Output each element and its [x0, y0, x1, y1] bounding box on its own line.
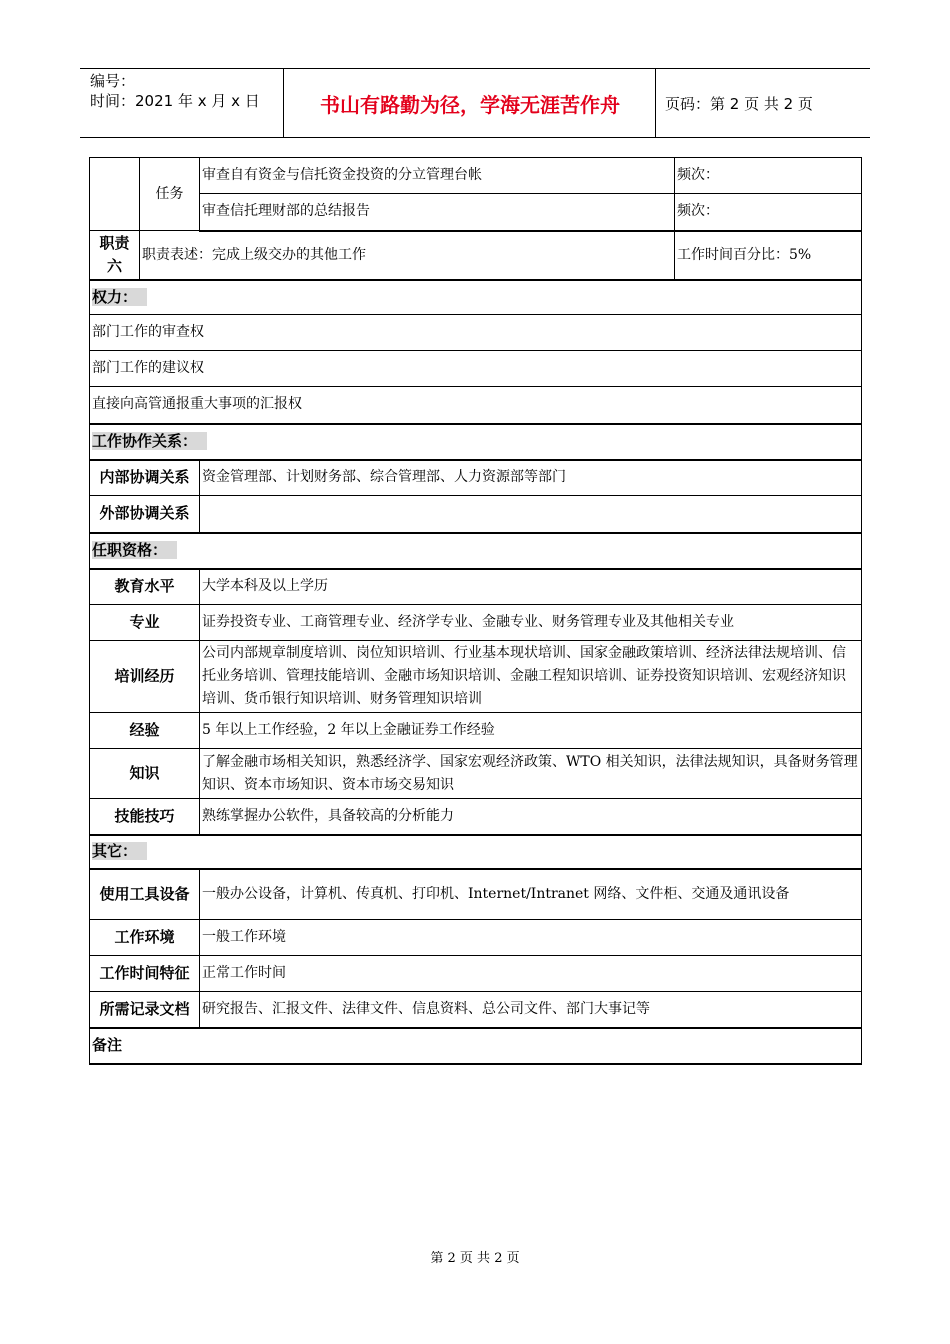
qualification-label: 培训经历	[90, 641, 200, 713]
section-title-text: 权力：	[92, 288, 147, 306]
other-row	[90, 920, 862, 956]
qualification-label: 教育水平	[90, 569, 200, 605]
qualification-row	[90, 749, 862, 799]
header-motto: 书山有路勤为径，学海无涯苦作舟	[320, 92, 620, 117]
authority-item: 部门工作的审查权	[90, 315, 862, 351]
internal-relations-value: 资金管理部、计划财务部、综合管理部、人力资源部等部门	[200, 460, 862, 496]
other-label: 所需记录文档	[90, 992, 200, 1028]
qualification-label: 技能技巧	[90, 799, 200, 835]
qualification-row	[90, 713, 862, 749]
other-value: 一般工作环境	[200, 920, 862, 956]
other-value: 研究报告、汇报文件、法律文件、信息资料、总公司文件、部门大事记等	[200, 992, 862, 1028]
job-description-table	[89, 157, 862, 1065]
section-header-row	[90, 533, 862, 569]
qualification-row	[90, 605, 862, 641]
qualification-value: 公司内部规章制度培训、岗位知识培训、行业基本现状培训、国家金融政策培训、经济法律法规培训、信托业务培训、管理技能培训、金融市场知识培训、金融工程知识培训、证券投资知识培训、宏观经济知识培训、货币银行知识培训、财务管理知识培训	[200, 641, 862, 713]
header-divider	[655, 69, 656, 137]
header-divider	[283, 69, 284, 137]
qualification-row	[90, 799, 862, 835]
document-number-label: 编号：	[90, 72, 136, 90]
task-frequency: 频次：	[675, 194, 862, 231]
qualification-value: 大学本科及以上学历	[200, 569, 862, 605]
task-label: 任务	[140, 158, 200, 231]
duty6-time-percentage: 工作时间百分比：5%	[675, 231, 862, 280]
qualification-value: 熟练掌握办公软件，具备较高的分析能力	[200, 799, 862, 835]
other-value: 一般办公设备，计算机、传真机、打印机、Internet/Intranet 网络、文件柜、交通及通讯设备	[200, 869, 862, 920]
qualification-value: 了解金融市场相关知识，熟悉经济学、国家宏观经济政策、WTO 相关知识，法律法规知识，具备财务管理知识、资本市场知识、资本市场交易知识	[200, 749, 862, 799]
section-title-text: 工作协作关系：	[92, 432, 207, 450]
external-relations-value	[200, 496, 862, 533]
qualification-label: 经验	[90, 713, 200, 749]
other-row	[90, 956, 862, 992]
qualification-row	[90, 569, 862, 605]
internal-relations-label: 内部协调关系	[90, 460, 200, 496]
relation-row	[90, 496, 862, 533]
qualification-label: 知识	[90, 749, 200, 799]
duty-blank-cell	[90, 158, 140, 231]
qualification-value: 5 年以上工作经验，2 年以上金融证券工作经验	[200, 713, 862, 749]
other-row	[90, 869, 862, 920]
section-title-text: 其它：	[92, 842, 147, 860]
qualifications-section-title	[90, 533, 862, 569]
duty6-row	[90, 231, 862, 280]
authority-item: 部门工作的建议权	[90, 351, 862, 387]
task-text: 审查自有资金与信托资金投资的分立管理台帐	[200, 158, 675, 194]
qualification-value: 证券投资专业、工商管理专业、经济学专业、金融专业、财务管理专业及其他相关专业	[200, 605, 862, 641]
authority-row	[90, 315, 862, 351]
qualification-label: 专业	[90, 605, 200, 641]
other-section-title	[90, 835, 862, 869]
authority-row	[90, 351, 862, 387]
authority-section-title	[90, 280, 862, 315]
other-label: 工作时间特征	[90, 956, 200, 992]
header-page-number: 页码：第 2 页 共 2 页	[665, 95, 813, 113]
task-text: 审查信托理财部的总结报告	[200, 194, 675, 231]
duty6-label	[90, 231, 140, 280]
task-row	[90, 158, 862, 194]
qualification-row	[90, 641, 862, 713]
document-date: 时间：2021 年 x 月 x 日	[90, 92, 260, 110]
duty6-label-line: 职责	[99, 233, 130, 252]
other-label: 工作环境	[90, 920, 200, 956]
task-frequency: 频次：	[675, 158, 862, 194]
other-label: 使用工具设备	[90, 869, 200, 920]
page-header	[80, 68, 870, 138]
external-relations-label: 外部协调关系	[90, 496, 200, 533]
header-meta	[90, 71, 260, 111]
section-header-row	[90, 424, 862, 460]
task-row	[90, 194, 862, 231]
other-value: 正常工作时间	[200, 956, 862, 992]
relation-row	[90, 460, 862, 496]
remarks-row	[90, 1028, 862, 1064]
section-header-row	[90, 280, 862, 315]
authority-item: 直接向高管通报重大事项的汇报权	[90, 387, 862, 424]
relations-section-title	[90, 424, 862, 460]
duty6-description: 职责表述：完成上级交办的其他工作	[140, 231, 675, 280]
other-row	[90, 992, 862, 1028]
section-header-row	[90, 835, 862, 869]
section-title-text: 任职资格：	[92, 541, 177, 559]
remarks-label: 备注	[90, 1028, 862, 1064]
page-footer: 第 2 页 共 2 页	[430, 1251, 520, 1266]
duty6-label-line: 六	[106, 256, 122, 275]
authority-row	[90, 387, 862, 424]
